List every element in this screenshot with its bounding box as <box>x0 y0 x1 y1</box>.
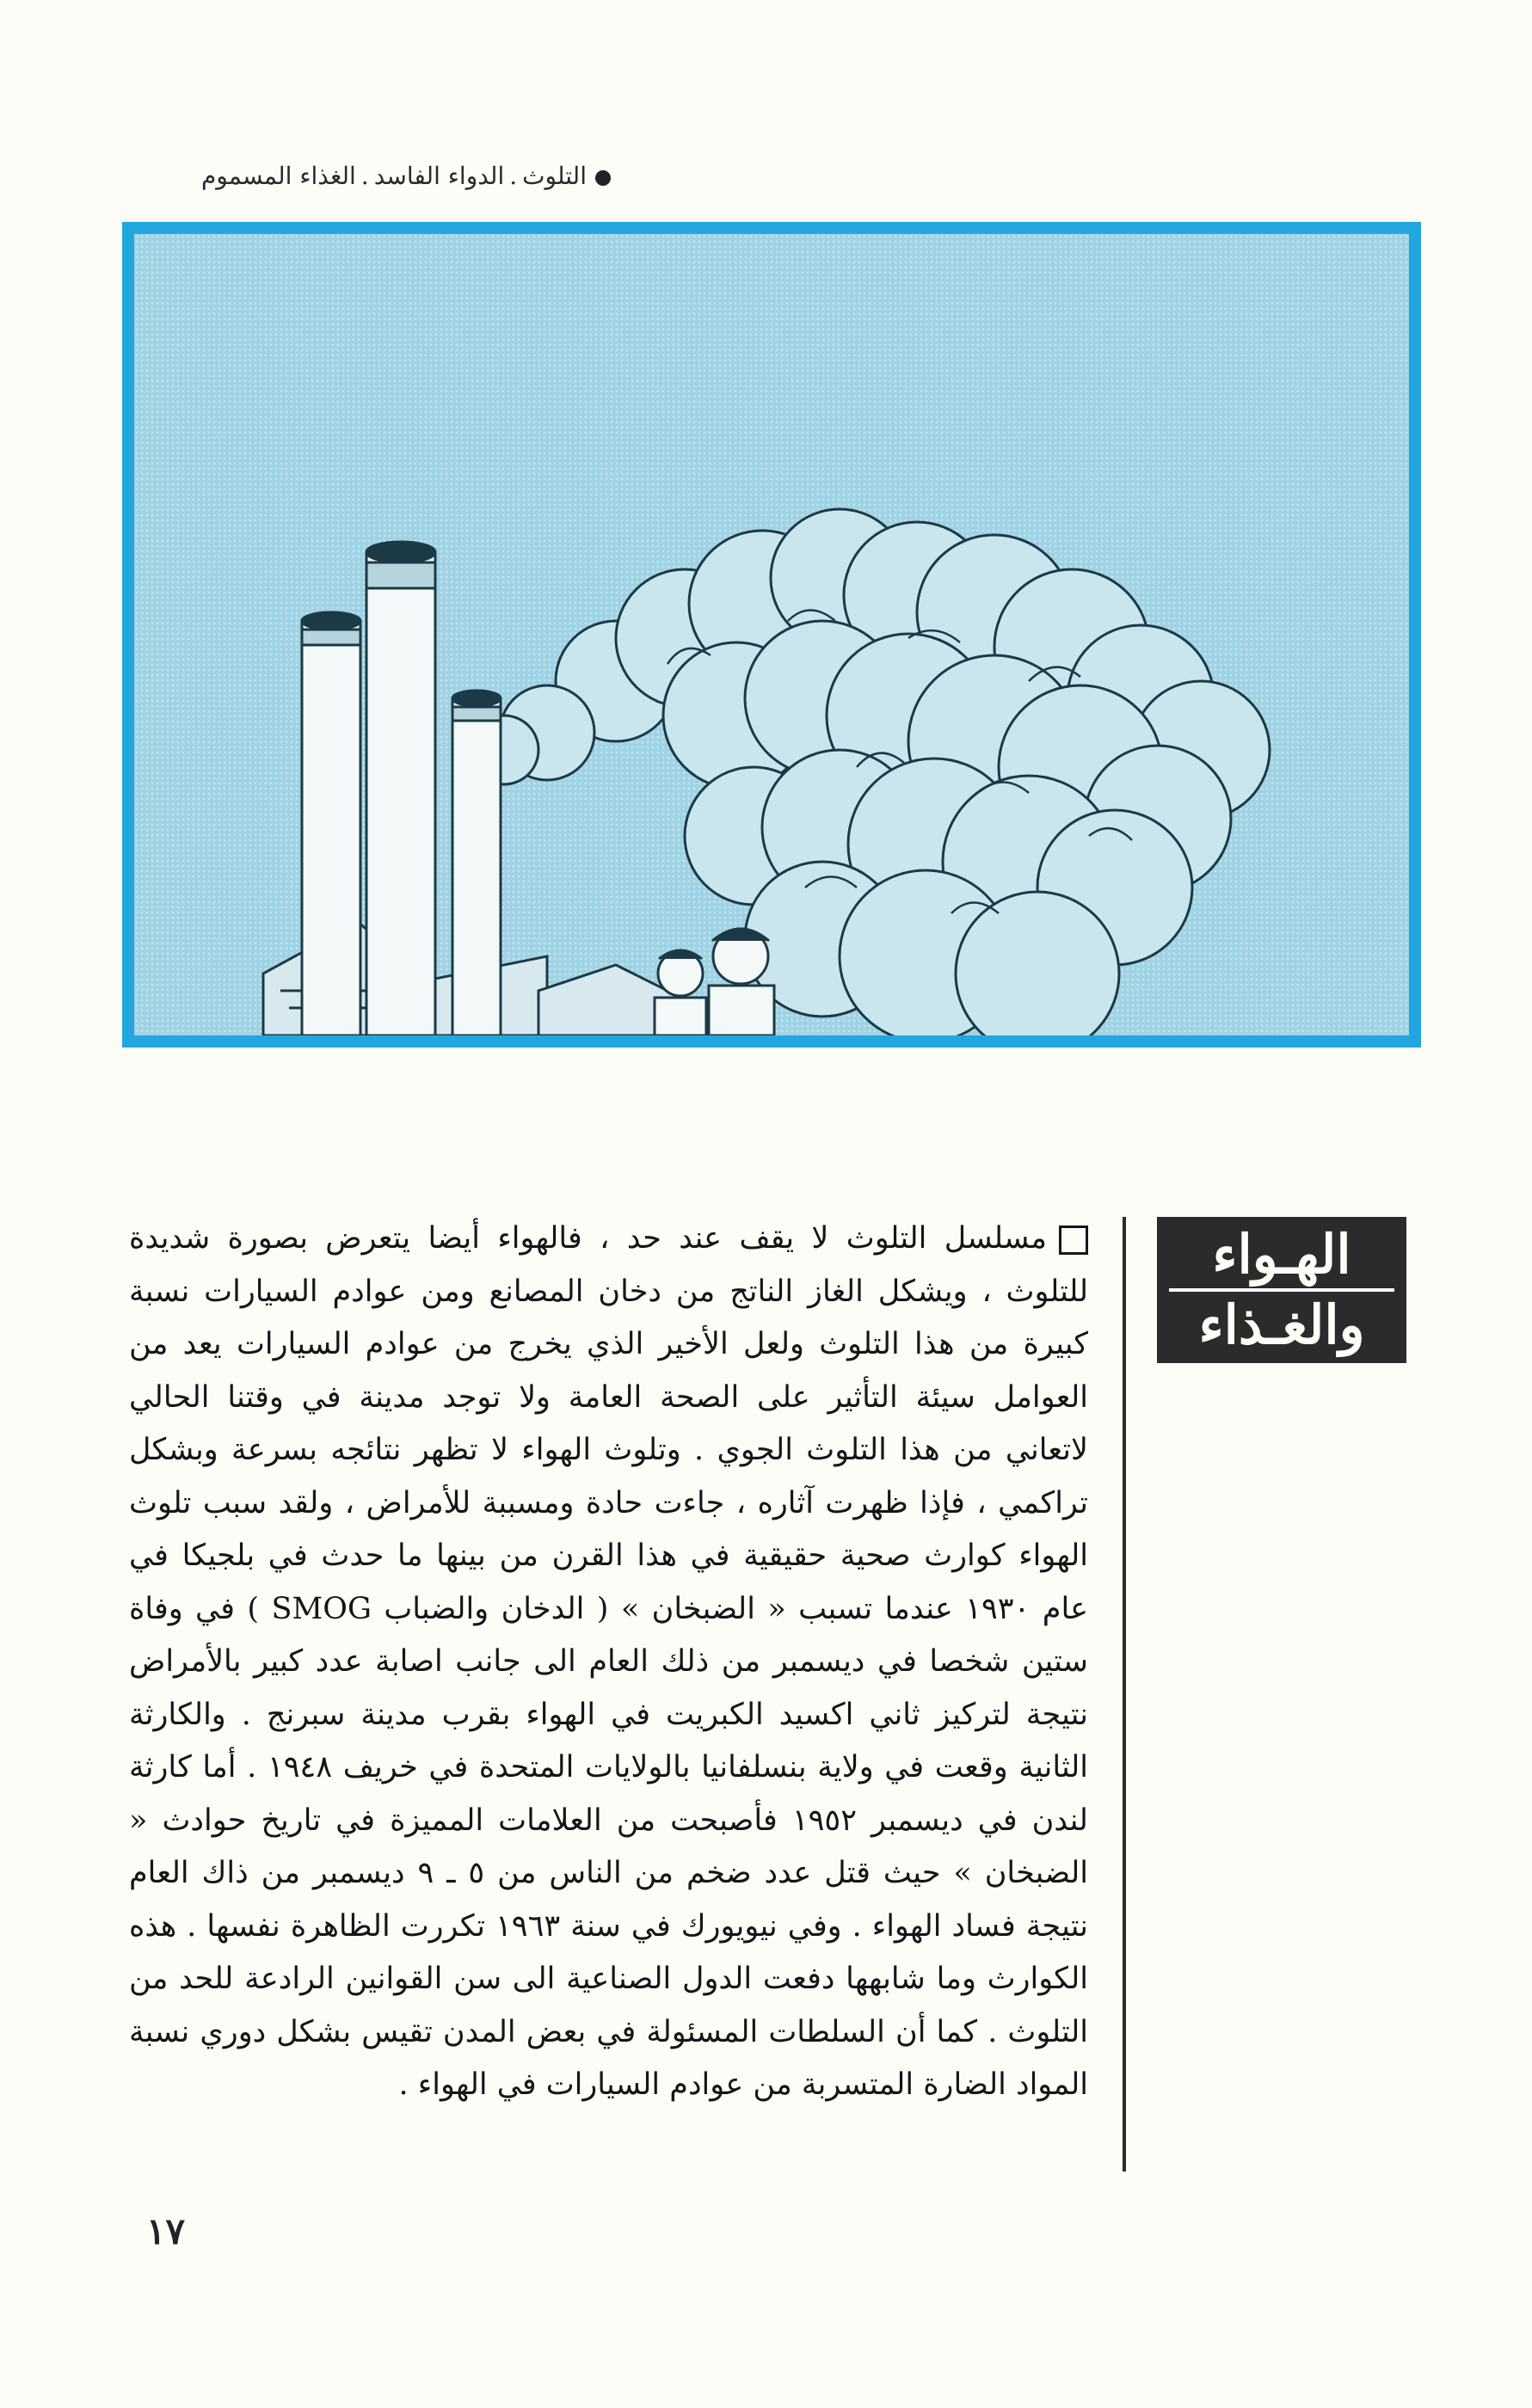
smoke-cloud <box>470 509 1270 1035</box>
header-item-bad-medicine: الدواء الفاسد <box>373 162 505 190</box>
smokestacks-illustration <box>122 222 1421 1047</box>
running-header <box>129 155 611 198</box>
page-number: ١٧ <box>146 2210 186 2252</box>
paragraph-marker-icon <box>1059 1226 1088 1255</box>
title-line-air: الهـواء <box>1169 1221 1394 1292</box>
body-paragraph: مسلسل التلوث لا يقف عند حد ، فالهواء أيضا يتعرض بصورة شديدة للتلوث ، ويشكل الغاز الناتج من دخان المصانع ومن عوادم السيارات نسبة كبيرة من هذا التلوث ولعل الأخير الذي يخرج من عوادم السيارات يعد من العوامل سيئة التأثير على الصحة العامة ولا توجد مدينة في وقتنا الحالي لاتعاني من هذا التلوث الجوي . وتلوث الهواء لا تظهر نتائجه بسرعة وبشكل تراكمي ، فإذا ظهرت آثاره ، جاءت حادة ومسببة للأمراض ، ولقد سبب تلوث الهواء كوارث صحية حقيقية في هذا القرن من بينها ما حدث في بلجيكا في عام ١٩٣٠ عندما تسبب « الضبخان » ( الدخان والضباب SMOG ) في وفاة ستين شخصا في ديسمبر من ذلك العام الى جانب اصابة عدد كبير بالأمراض نتيجة لتركيز ثاني اكسيد الكبريت في الهواء بقرب مدينة سبرنج . والكارثة الثانية وقعت في ولاية بنسلفانيا بالولايات المتحدة في خريف ١٩٤٨ . أما كارثة لندن في ديسمبر ١٩٥٢ فأصبحت من العلامات المميزة في تاريخ حوادث « الضبخان » حيث قتل عدد ضخم من الناس من ٥ ـ ٩ ديسمبر من ذاك العام نتيجة فساد الهواء . وفي نيويورك في سنة ١٩٦٣ تكررت الظاهرة نفسها . هذه الكوارث وما شابهها دفعت الدول الصناعية الى سن القوانين الرادعة للحد من التلوث . كما أن السلطات المسئولة في بعض المدن تقيس بشكل دوري نسبة المواد الضارة المتسربة من عوادم السيارات في الهواء . <box>129 1221 1088 2102</box>
header-item-poisoned-food: الغذاء المسموم <box>200 162 356 190</box>
title-line-food: والغـذاء <box>1198 1293 1365 1356</box>
body-text <box>129 1213 1088 2167</box>
header-separator: . <box>360 162 369 190</box>
vertical-rule <box>1123 1217 1126 2172</box>
chimney <box>452 691 501 1035</box>
section-title <box>1157 1217 1406 1363</box>
header-item-pollution: التلوث <box>522 162 587 190</box>
bullet-icon <box>595 170 611 186</box>
header-separator: . <box>509 162 518 190</box>
chimney <box>366 542 435 1035</box>
factory-smoke-drawing <box>134 234 1409 1035</box>
chimney <box>302 612 360 1035</box>
